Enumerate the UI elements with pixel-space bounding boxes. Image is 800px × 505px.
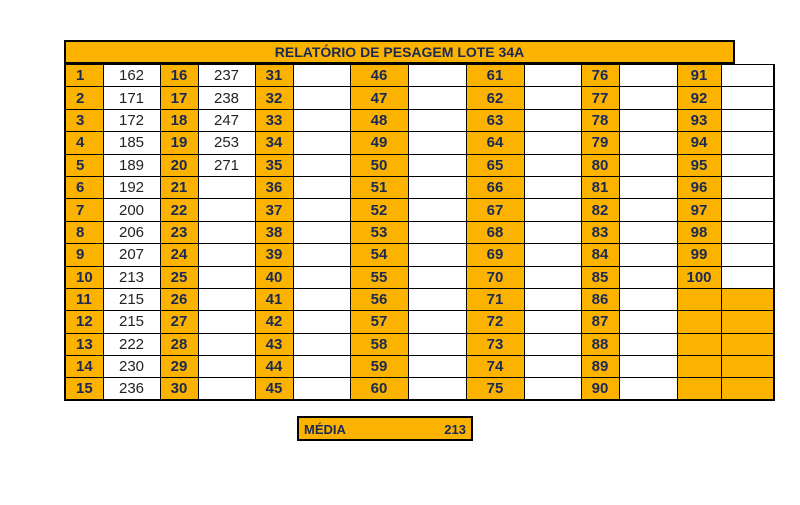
weight-cell	[293, 176, 350, 198]
weight-cell: 162	[103, 65, 160, 87]
table-row	[65, 65, 774, 87]
animal-number-cell: 97	[677, 199, 721, 221]
weight-cell	[408, 333, 466, 355]
weight-cell	[721, 378, 774, 400]
animal-number-cell: 60	[350, 378, 408, 400]
table-row	[65, 311, 774, 333]
animal-number-cell: 93	[677, 109, 721, 131]
animal-number-cell: 51	[350, 176, 408, 198]
animal-number-cell: 100	[677, 266, 721, 288]
weight-cell	[524, 221, 581, 243]
weight-cell	[524, 244, 581, 266]
animal-number-cell: 59	[350, 356, 408, 378]
weight-cell	[721, 221, 774, 243]
animal-number-cell: 36	[255, 176, 293, 198]
animal-number-cell: 52	[350, 199, 408, 221]
animal-number-cell: 30	[160, 378, 198, 400]
animal-number-cell: 41	[255, 288, 293, 310]
animal-number-cell: 99	[677, 244, 721, 266]
animal-number-cell: 35	[255, 154, 293, 176]
weight-cell	[524, 199, 581, 221]
table-row	[65, 378, 774, 400]
animal-number-cell: 1	[65, 65, 103, 87]
weight-cell	[524, 109, 581, 131]
animal-number-cell: 7	[65, 199, 103, 221]
animal-number-cell: 46	[350, 65, 408, 87]
weight-cell	[524, 132, 581, 154]
weight-cell	[619, 333, 677, 355]
table-row	[65, 333, 774, 355]
weight-cell	[524, 154, 581, 176]
weight-cell	[721, 87, 774, 109]
weight-cell	[293, 65, 350, 87]
weight-cell: 253	[198, 132, 255, 154]
weight-cell	[619, 356, 677, 378]
animal-number-cell: 55	[350, 266, 408, 288]
animal-number-cell: 74	[466, 356, 524, 378]
weight-cell	[721, 176, 774, 198]
animal-number-cell: 4	[65, 132, 103, 154]
weight-cell	[619, 288, 677, 310]
weight-cell	[524, 311, 581, 333]
animal-number-cell: 9	[65, 244, 103, 266]
weight-cell	[619, 199, 677, 221]
animal-number-cell: 53	[350, 221, 408, 243]
weight-cell	[721, 288, 774, 310]
weight-cell	[408, 378, 466, 400]
animal-number-cell	[677, 378, 721, 400]
animal-number-cell: 91	[677, 65, 721, 87]
average-box	[297, 416, 473, 441]
weight-cell	[721, 356, 774, 378]
table-row	[65, 356, 774, 378]
animal-number-cell: 61	[466, 65, 524, 87]
weight-cell	[293, 333, 350, 355]
weight-cell	[293, 221, 350, 243]
animal-number-cell: 42	[255, 311, 293, 333]
animal-number-cell: 14	[65, 356, 103, 378]
weight-cell	[293, 288, 350, 310]
animal-number-cell: 12	[65, 311, 103, 333]
animal-number-cell: 85	[581, 266, 619, 288]
weight-cell	[293, 109, 350, 131]
animal-number-cell: 98	[677, 221, 721, 243]
weight-cell: 171	[103, 87, 160, 109]
weight-cell	[408, 176, 466, 198]
table-row	[65, 199, 774, 221]
weight-cell	[619, 176, 677, 198]
weight-cell	[293, 266, 350, 288]
animal-number-cell: 6	[65, 176, 103, 198]
animal-number-cell: 67	[466, 199, 524, 221]
table-row	[65, 154, 774, 176]
weight-cell	[408, 87, 466, 109]
animal-number-cell: 2	[65, 87, 103, 109]
animal-number-cell: 72	[466, 311, 524, 333]
weight-cell	[408, 221, 466, 243]
weight-cell	[619, 154, 677, 176]
animal-number-cell: 65	[466, 154, 524, 176]
weight-cell	[524, 65, 581, 87]
animal-number-cell: 76	[581, 65, 619, 87]
weight-cell	[524, 288, 581, 310]
animal-number-cell: 57	[350, 311, 408, 333]
weight-cell	[198, 221, 255, 243]
animal-number-cell: 82	[581, 199, 619, 221]
weight-cell	[721, 132, 774, 154]
weight-cell	[619, 266, 677, 288]
weight-cell: 215	[103, 288, 160, 310]
animal-number-cell: 18	[160, 109, 198, 131]
weight-cell	[721, 244, 774, 266]
animal-number-cell: 27	[160, 311, 198, 333]
animal-number-cell: 13	[65, 333, 103, 355]
weight-cell: 238	[198, 87, 255, 109]
table-row	[65, 244, 774, 266]
weight-cell	[293, 154, 350, 176]
table-row	[65, 176, 774, 198]
animal-number-cell: 56	[350, 288, 408, 310]
animal-number-cell: 79	[581, 132, 619, 154]
weight-cell: 213	[103, 266, 160, 288]
animal-number-cell: 29	[160, 356, 198, 378]
weight-cell: 200	[103, 199, 160, 221]
animal-number-cell: 75	[466, 378, 524, 400]
animal-number-cell: 37	[255, 199, 293, 221]
weight-cell	[293, 244, 350, 266]
weight-cell	[293, 132, 350, 154]
animal-number-cell: 31	[255, 65, 293, 87]
table-row	[65, 87, 774, 109]
weight-cell	[293, 356, 350, 378]
animal-number-cell: 50	[350, 154, 408, 176]
report-title: RELATÓRIO DE PESAGEM LOTE 34A	[64, 40, 735, 64]
animal-number-cell	[677, 356, 721, 378]
weight-cell	[198, 266, 255, 288]
weight-cell	[619, 87, 677, 109]
animal-number-cell: 34	[255, 132, 293, 154]
animal-number-cell: 19	[160, 132, 198, 154]
weight-cell	[408, 65, 466, 87]
animal-number-cell: 17	[160, 87, 198, 109]
weight-cell	[721, 311, 774, 333]
animal-number-cell: 96	[677, 176, 721, 198]
weight-cell	[408, 132, 466, 154]
animal-number-cell: 95	[677, 154, 721, 176]
animal-number-cell: 5	[65, 154, 103, 176]
table-row	[65, 288, 774, 310]
animal-number-cell: 40	[255, 266, 293, 288]
weight-cell: 222	[103, 333, 160, 355]
average-label: MÉDIA	[304, 422, 346, 437]
weight-cell	[198, 356, 255, 378]
weight-cell	[721, 109, 774, 131]
animal-number-cell: 15	[65, 378, 103, 400]
weight-cell	[408, 154, 466, 176]
weighing-report-sheet	[64, 40, 735, 401]
weight-cell	[524, 378, 581, 400]
animal-number-cell: 87	[581, 311, 619, 333]
animal-number-cell	[677, 333, 721, 355]
weight-cell	[198, 311, 255, 333]
weight-cell	[198, 176, 255, 198]
animal-number-cell: 44	[255, 356, 293, 378]
animal-number-cell: 94	[677, 132, 721, 154]
animal-number-cell: 54	[350, 244, 408, 266]
animal-number-cell: 69	[466, 244, 524, 266]
weight-cell	[721, 154, 774, 176]
animal-number-cell: 16	[160, 65, 198, 87]
weight-cell: 192	[103, 176, 160, 198]
weight-cell	[198, 378, 255, 400]
animal-number-cell: 10	[65, 266, 103, 288]
animal-number-cell: 22	[160, 199, 198, 221]
weight-cell	[619, 244, 677, 266]
animal-number-cell: 80	[581, 154, 619, 176]
animal-number-cell: 63	[466, 109, 524, 131]
table-row	[65, 132, 774, 154]
animal-number-cell: 33	[255, 109, 293, 131]
animal-number-cell: 48	[350, 109, 408, 131]
animal-number-cell: 32	[255, 87, 293, 109]
animal-number-cell: 8	[65, 221, 103, 243]
weight-cell: 172	[103, 109, 160, 131]
animal-number-cell: 81	[581, 176, 619, 198]
animal-number-cell: 66	[466, 176, 524, 198]
animal-number-cell: 28	[160, 333, 198, 355]
animal-number-cell: 23	[160, 221, 198, 243]
weight-cell	[408, 311, 466, 333]
weight-cell	[293, 311, 350, 333]
weight-cell	[408, 266, 466, 288]
animal-number-cell: 73	[466, 333, 524, 355]
animal-number-cell: 88	[581, 333, 619, 355]
table-row	[65, 109, 774, 131]
weight-cell	[619, 132, 677, 154]
weight-cell	[408, 109, 466, 131]
animal-number-cell: 25	[160, 266, 198, 288]
weight-cell	[524, 333, 581, 355]
animal-number-cell: 71	[466, 288, 524, 310]
weight-cell	[619, 109, 677, 131]
animal-number-cell: 45	[255, 378, 293, 400]
animal-number-cell: 77	[581, 87, 619, 109]
average-value: 213	[444, 422, 466, 437]
weight-cell	[198, 244, 255, 266]
weight-cell	[721, 333, 774, 355]
animal-number-cell	[677, 311, 721, 333]
table-row	[65, 221, 774, 243]
weight-cell	[619, 65, 677, 87]
weight-cell	[408, 356, 466, 378]
weight-cell	[198, 199, 255, 221]
animal-number-cell: 64	[466, 132, 524, 154]
weight-cell	[524, 356, 581, 378]
weighing-table	[64, 64, 775, 401]
weight-cell	[619, 378, 677, 400]
weight-cell	[524, 176, 581, 198]
animal-number-cell: 83	[581, 221, 619, 243]
weight-cell	[721, 199, 774, 221]
animal-number-cell: 58	[350, 333, 408, 355]
weight-cell	[619, 311, 677, 333]
weight-cell: 236	[103, 378, 160, 400]
animal-number-cell: 89	[581, 356, 619, 378]
weight-cell	[293, 199, 350, 221]
weight-cell	[721, 266, 774, 288]
weight-cell	[524, 87, 581, 109]
weight-cell: 206	[103, 221, 160, 243]
weight-cell	[524, 266, 581, 288]
weight-cell: 215	[103, 311, 160, 333]
weight-cell	[198, 288, 255, 310]
weight-cell	[619, 221, 677, 243]
weight-cell: 185	[103, 132, 160, 154]
animal-number-cell: 70	[466, 266, 524, 288]
weight-cell	[198, 333, 255, 355]
weight-cell: 247	[198, 109, 255, 131]
animal-number-cell: 78	[581, 109, 619, 131]
table-row	[65, 266, 774, 288]
animal-number-cell: 62	[466, 87, 524, 109]
animal-number-cell: 3	[65, 109, 103, 131]
animal-number-cell: 24	[160, 244, 198, 266]
animal-number-cell: 39	[255, 244, 293, 266]
animal-number-cell: 21	[160, 176, 198, 198]
animal-number-cell: 86	[581, 288, 619, 310]
animal-number-cell: 84	[581, 244, 619, 266]
animal-number-cell: 20	[160, 154, 198, 176]
weight-cell	[408, 199, 466, 221]
weight-cell: 207	[103, 244, 160, 266]
animal-number-cell: 43	[255, 333, 293, 355]
animal-number-cell: 38	[255, 221, 293, 243]
weight-cell	[408, 288, 466, 310]
animal-number-cell: 90	[581, 378, 619, 400]
weight-cell: 189	[103, 154, 160, 176]
animal-number-cell: 68	[466, 221, 524, 243]
animal-number-cell: 49	[350, 132, 408, 154]
animal-number-cell: 92	[677, 87, 721, 109]
animal-number-cell	[677, 288, 721, 310]
animal-number-cell: 47	[350, 87, 408, 109]
weight-cell	[721, 65, 774, 87]
weight-cell: 237	[198, 65, 255, 87]
weight-cell	[293, 378, 350, 400]
weight-cell: 271	[198, 154, 255, 176]
animal-number-cell: 11	[65, 288, 103, 310]
animal-number-cell: 26	[160, 288, 198, 310]
weight-cell	[408, 244, 466, 266]
weight-cell: 230	[103, 356, 160, 378]
weight-cell	[293, 87, 350, 109]
